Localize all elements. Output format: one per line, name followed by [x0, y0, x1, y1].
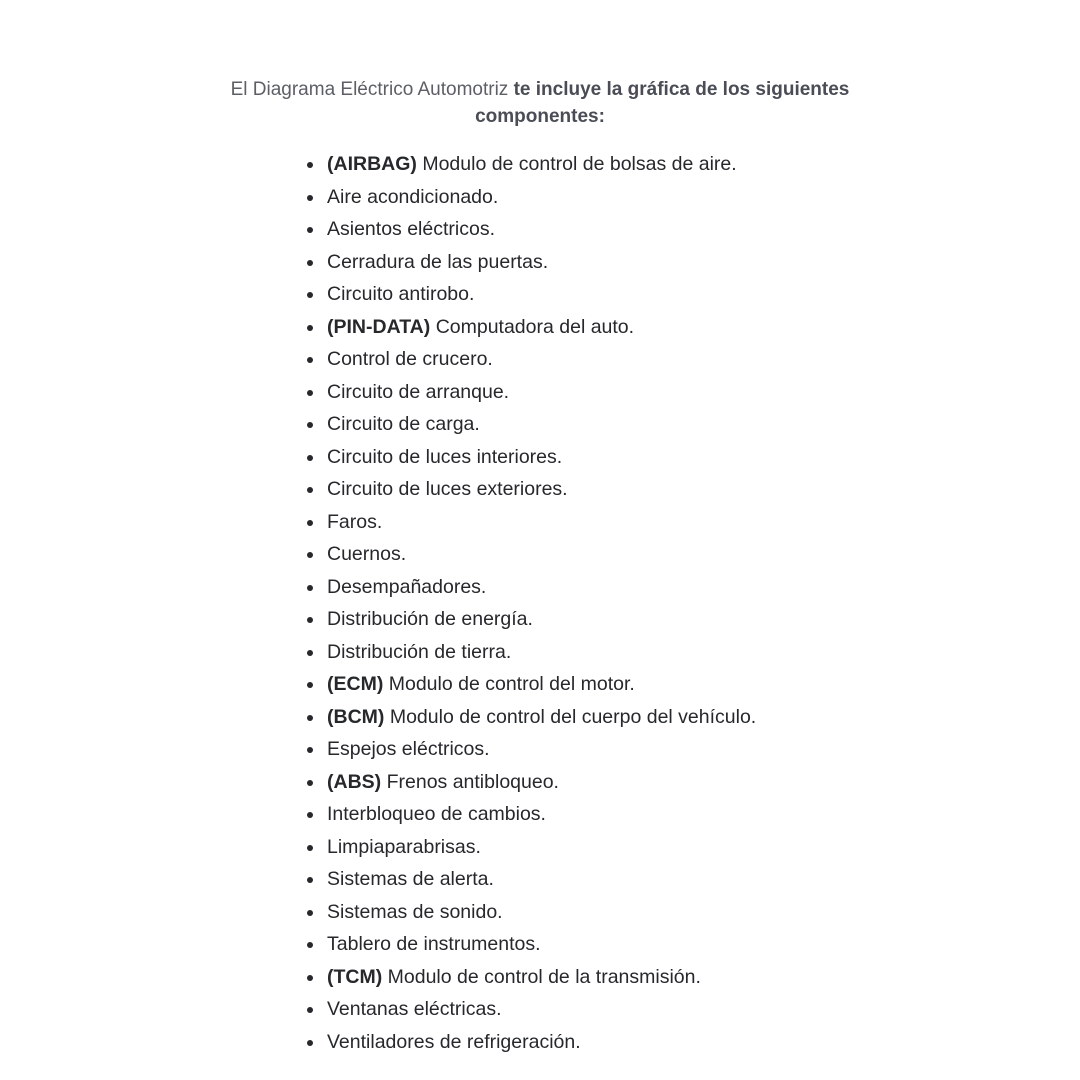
- list-item: [307, 376, 756, 409]
- item-code: (PIN-DATA): [327, 315, 431, 338]
- item-text: Circuito de carga.: [327, 413, 480, 435]
- bullet-icon: [307, 975, 313, 981]
- bullet-icon: [307, 715, 313, 721]
- item-text: Faros.: [327, 510, 383, 533]
- list-item: [307, 863, 756, 896]
- item-text: Circuito de luces exteriores.: [327, 478, 568, 500]
- bullet-icon: [307, 487, 313, 493]
- item-code: (TCM): [327, 965, 383, 988]
- list-item: [307, 896, 756, 929]
- bullet-icon: [307, 260, 313, 266]
- item-text: Ventiladores de refrigeración.: [327, 1030, 581, 1053]
- list-item: [307, 181, 756, 214]
- bullet-icon: [307, 162, 313, 168]
- item-text: Control de crucero.: [327, 348, 493, 370]
- item-text: Tablero de instrumentos.: [327, 933, 541, 955]
- bullet-icon: [307, 617, 313, 623]
- item-text: Computadora del auto.: [435, 315, 635, 338]
- list-item: [307, 441, 756, 474]
- item-text: Cuernos.: [327, 543, 407, 565]
- list-item: [307, 603, 756, 636]
- bullet-icon: [307, 910, 313, 916]
- list-item: [307, 766, 756, 799]
- item-text: Ventanas eléctricas.: [327, 998, 502, 1020]
- bullet-icon: [307, 585, 313, 591]
- item-text: Circuito antirobo.: [327, 283, 475, 305]
- item-text: Desempañadores.: [327, 575, 487, 598]
- item-text: Sistemas de alerta.: [327, 868, 494, 890]
- bullet-icon: [307, 747, 313, 753]
- bullet-icon: [307, 780, 313, 786]
- item-text: Modulo de control del cuerpo del vehículo.: [389, 705, 757, 728]
- item-text: Aire acondicionado.: [327, 185, 499, 208]
- list-item: [307, 831, 756, 864]
- list-item: [307, 246, 756, 279]
- item-text: Modulo de control de la transmisión.: [387, 965, 701, 988]
- bullet-icon: [307, 227, 313, 233]
- bullet-icon: [307, 357, 313, 363]
- list-item: [307, 571, 756, 604]
- item-text: Espejos eléctricos.: [327, 738, 490, 760]
- bullet-icon: [307, 1007, 313, 1013]
- bullet-icon: [307, 520, 313, 526]
- bullet-icon: [307, 292, 313, 298]
- item-code: (BCM): [327, 705, 385, 728]
- list-item: [307, 343, 756, 376]
- item-text: Modulo de control de bolsas de aire.: [422, 153, 737, 175]
- list-item: [307, 733, 756, 766]
- list-item: [307, 928, 756, 961]
- bullet-icon: [307, 812, 313, 818]
- bullet-icon: [307, 877, 313, 883]
- bullet-icon: [307, 650, 313, 656]
- bullet-icon: [307, 325, 313, 331]
- bullet-icon: [307, 422, 313, 428]
- list-item: [307, 213, 756, 246]
- list-item: [307, 668, 756, 701]
- bullet-icon: [307, 390, 313, 396]
- list-item: [307, 1026, 756, 1059]
- list-item: [307, 961, 756, 994]
- item-code: (ECM): [327, 673, 384, 695]
- bullet-icon: [307, 942, 313, 948]
- list-item: [307, 408, 756, 441]
- list-item: [307, 701, 756, 734]
- intro-bold-line-1: te incluye la gráfica de los siguientes: [513, 79, 850, 100]
- bullet-icon: [307, 552, 313, 558]
- list-item: [307, 636, 756, 669]
- component-list: [307, 148, 756, 1058]
- item-code: (AIRBAG): [327, 153, 417, 175]
- intro-heading: [0, 77, 1080, 130]
- list-item: [307, 538, 756, 571]
- item-text: Frenos antibloqueo.: [386, 770, 559, 793]
- item-text: Modulo de control del motor.: [388, 673, 635, 695]
- list-item: [307, 278, 756, 311]
- item-text: Distribución de energía.: [327, 608, 533, 630]
- item-text: Cerradura de las puertas.: [327, 250, 549, 273]
- bullet-icon: [307, 195, 313, 201]
- item-text: Limpiaparabrisas.: [327, 835, 481, 858]
- item-text: Distribución de tierra.: [327, 640, 512, 663]
- list-item: [307, 506, 756, 539]
- item-text: Asientos eléctricos.: [327, 218, 495, 240]
- bullet-icon: [307, 845, 313, 851]
- list-item: [307, 311, 756, 344]
- intro-bold-line-2: componentes:: [475, 105, 605, 127]
- list-item: [307, 473, 756, 506]
- list-item: [307, 993, 756, 1026]
- intro-prefix: El Diagrama Eléctrico Automotriz: [230, 79, 514, 100]
- item-code: (ABS): [327, 770, 382, 793]
- list-item: [307, 798, 756, 831]
- bullet-icon: [307, 682, 313, 688]
- item-text: Interbloqueo de cambios.: [327, 803, 546, 825]
- bullet-icon: [307, 1040, 313, 1046]
- item-text: Circuito de luces interiores.: [327, 445, 563, 468]
- item-text: Circuito de arranque.: [327, 380, 510, 403]
- bullet-icon: [307, 455, 313, 461]
- item-text: Sistemas de sonido.: [327, 900, 503, 923]
- list-item: [307, 148, 756, 181]
